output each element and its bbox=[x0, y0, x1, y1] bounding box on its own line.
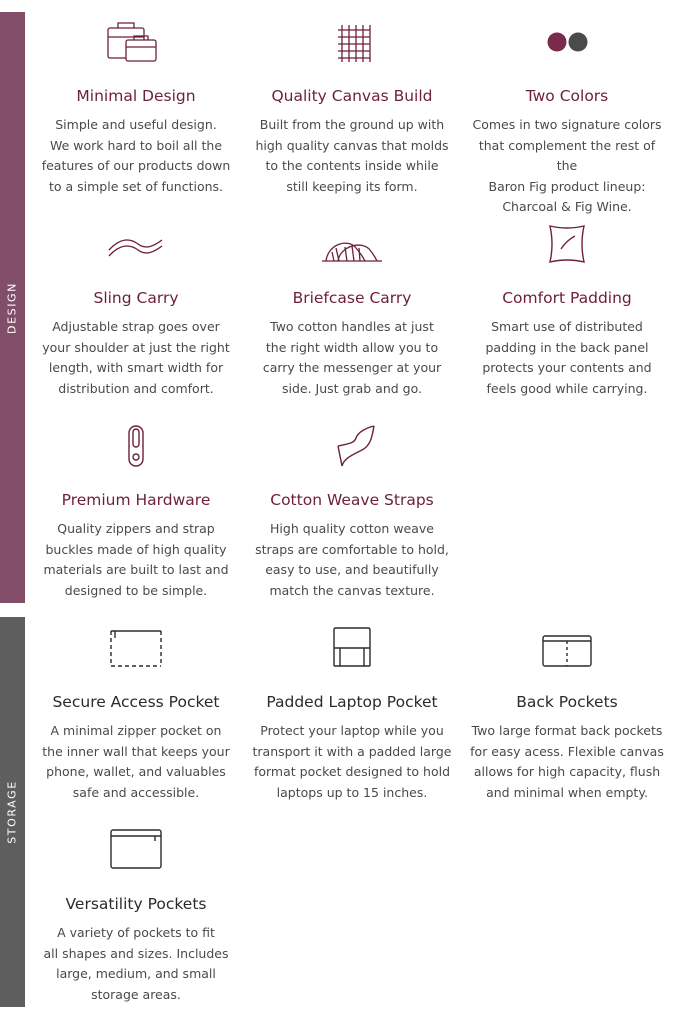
feature-description: High quality cotton weave straps are comfortable to hold, easy to use, and beautifully match the canvas texture. bbox=[255, 521, 449, 598]
feature-versatility-pockets bbox=[36, 828, 236, 1005]
feature-secure-access-pocket bbox=[36, 626, 236, 803]
feature-description: Smart use of distributed padding in the back panel protects your contents and feels good while carrying. bbox=[482, 319, 652, 396]
feature-description: Two large format back pockets for easy acess. Flexible canvas allows for high capacity, flush and minimal when empty. bbox=[470, 723, 664, 800]
feature-title: Premium Hardware bbox=[61, 491, 211, 509]
feature-description: A minimal zipper pocket on the inner wall that keeps your phone, wallet, and valuables safe and accessible. bbox=[42, 723, 230, 800]
storage-section-label: STORAGE bbox=[5, 780, 19, 844]
feature-title: Back Pockets bbox=[516, 693, 618, 711]
storage-section-bar bbox=[0, 617, 25, 1007]
feature-title: Two Colors bbox=[525, 87, 609, 105]
feature-title: Cotton Weave Straps bbox=[270, 491, 434, 509]
feature-back-pockets bbox=[467, 626, 667, 803]
feature-title: Quality Canvas Build bbox=[271, 87, 433, 105]
feature-title: Briefcase Carry bbox=[292, 289, 412, 307]
handles-icon bbox=[312, 222, 392, 266]
color-dots-icon bbox=[527, 20, 607, 64]
feature-two-colors bbox=[467, 20, 667, 218]
feature-description: Quality zippers and strap buckles made of high quality materials are built to last and designed to be simple. bbox=[43, 521, 229, 598]
feature-description: Adjustable strap goes over your shoulder at just the right length, with smart width for distribution and comfort. bbox=[42, 319, 230, 396]
feature-quality-canvas-build bbox=[252, 20, 452, 197]
feature-minimal-design bbox=[36, 20, 236, 197]
design-section-label: DESIGN bbox=[5, 281, 19, 334]
luggage-icon bbox=[96, 20, 176, 64]
feature-premium-hardware bbox=[36, 424, 236, 601]
feature-title: Comfort Padding bbox=[502, 289, 632, 307]
laptop-sleeve-icon bbox=[312, 626, 392, 670]
feature-description: A variety of pockets to fit all shapes and sizes. Includes large, medium, and small storage areas. bbox=[43, 925, 229, 1002]
feature-title: Minimal Design bbox=[76, 87, 196, 105]
zipper-pocket-icon bbox=[96, 626, 176, 670]
feature-description: Built from the ground up with high quality canvas that molds to the contents inside while still keeping its form. bbox=[255, 117, 449, 194]
feature-description: Protect your laptop while you transport it with a padded large format pocket designed to hold laptops up to 15 inches. bbox=[252, 723, 452, 800]
feature-cotton-weave-straps bbox=[252, 424, 452, 601]
back-pockets-icon bbox=[527, 626, 607, 670]
feature-description: Two cotton handles at just the right width allow you to carry the messenger at your side. Just grab and go. bbox=[262, 319, 442, 396]
feature-description: Comes in two signature colors that complement the rest of the Baron Fig product lineup: Charcoal & Fig Wine. bbox=[472, 117, 662, 214]
strap-wave-icon bbox=[96, 222, 176, 266]
feature-title: Secure Access Pocket bbox=[52, 693, 220, 711]
feature-title: Padded Laptop Pocket bbox=[266, 693, 438, 711]
feature-title: Versatility Pockets bbox=[65, 895, 207, 913]
feature-sling-carry bbox=[36, 222, 236, 399]
feature-comfort-padding bbox=[467, 222, 667, 399]
feature-title: Sling Carry bbox=[93, 289, 179, 307]
feature-padded-laptop-pocket bbox=[252, 626, 452, 803]
pouch-icon bbox=[96, 828, 176, 872]
pillow-icon bbox=[527, 222, 607, 266]
ribbon-strap-icon bbox=[312, 424, 392, 468]
feature-description: Simple and useful design. We work hard to boil all the features of our products down to a simple set of functions. bbox=[41, 117, 231, 194]
design-section-bar bbox=[0, 12, 25, 603]
canvas-grid-icon bbox=[312, 20, 392, 64]
zipper-pull-icon bbox=[96, 424, 176, 468]
feature-briefcase-carry bbox=[252, 222, 452, 399]
